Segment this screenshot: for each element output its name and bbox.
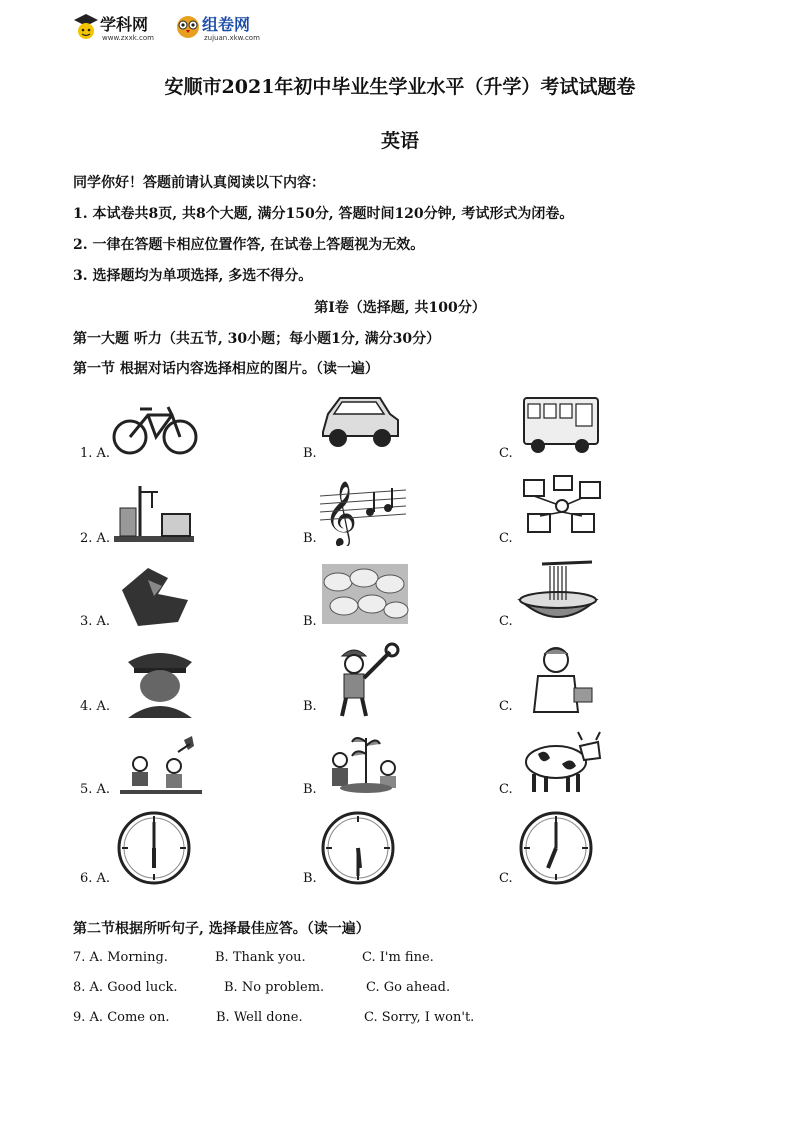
- q8-option-a: 8. A. Good luck.: [73, 980, 178, 995]
- graduate-icon: [72, 10, 100, 42]
- q4-b-label: B.: [303, 699, 317, 714]
- q3-a-label: 3. A.: [80, 614, 111, 629]
- xkw-logo-url: www.zxxk.com: [102, 34, 154, 42]
- dumplings-icon: [320, 562, 410, 626]
- q7-option-a: 7. A. Morning.: [73, 950, 168, 965]
- q5-a-label: 5. A.: [80, 782, 111, 797]
- sub2-header: 第二节根据所听句子, 选择最佳应答。（读一遍）: [73, 921, 370, 937]
- police-officer-icon: [120, 642, 200, 718]
- zjw-logo-name: 组卷网: [202, 15, 251, 34]
- q4-c-label: C.: [499, 699, 513, 714]
- q7-option-b: B. Thank you.: [215, 950, 306, 965]
- kids-playing-icon: [118, 730, 204, 798]
- rule-3: 3. 选择题均为单项选择, 多选不得分。: [73, 268, 313, 284]
- q1-a-label: 1. A.: [80, 446, 111, 461]
- planting-tree-icon: [322, 728, 408, 798]
- xkw-logo-name: 学科网: [100, 15, 149, 34]
- q5-c-label: C.: [499, 782, 513, 797]
- rule-1: 1. 本试卷共8页, 共8个大题, 满分150分, 答题时间120分钟, 考试形式为闭卷。: [73, 206, 574, 222]
- q8-option-b: B. No problem.: [224, 980, 325, 995]
- q7-option-c: C. I'm fine.: [362, 950, 434, 965]
- page-title: 安顺市2021年初中毕业生学业水平（升学）考试试题卷: [164, 76, 636, 98]
- clock-icon: [518, 806, 594, 888]
- clock-icon: [320, 806, 396, 888]
- q8-option-c: C. Go ahead.: [366, 980, 451, 995]
- q9-option-b: B. Well done.: [216, 1010, 303, 1025]
- lab-equipment-icon: [112, 478, 197, 546]
- q3-b-label: B.: [303, 614, 317, 629]
- doctor-icon: [520, 642, 600, 718]
- xkw-logo: [72, 10, 172, 46]
- q5-b-label: B.: [303, 782, 317, 797]
- q4-a-label: 4. A.: [80, 699, 111, 714]
- q1-c-label: C.: [499, 446, 513, 461]
- bicycle-icon: [110, 395, 200, 460]
- q2-b-label: B.: [303, 531, 317, 546]
- zjw-logo-url: zujuan.xkw.com: [204, 34, 260, 42]
- svg-text:𝄞: 𝄞: [324, 481, 358, 546]
- music-notes-icon: [318, 476, 408, 546]
- part1-header: 第I卷（选择题, 共100分）: [314, 300, 486, 316]
- bus-icon: [520, 392, 602, 458]
- subject-title: 英语: [380, 130, 419, 152]
- intro-text: 同学你好！答题前请认真阅读以下内容：: [73, 175, 325, 191]
- car-icon: [318, 390, 403, 455]
- q6-c-label: C.: [499, 871, 513, 886]
- zjw-logo: [174, 10, 274, 46]
- q9-option-c: C. Sorry, I won't.: [364, 1010, 475, 1025]
- noodles-icon: [512, 560, 604, 630]
- sub1-header: 第一节 根据对话内容选择相应的图片。（读一遍）: [73, 361, 379, 377]
- cow-icon: [518, 728, 604, 798]
- section1-header: 第一大题 听力（共五节, 30小题；每小题1分, 满分30分）: [73, 331, 441, 347]
- clock-icon: [116, 806, 192, 888]
- food-icon: [118, 560, 198, 630]
- q2-c-label: C.: [499, 531, 513, 546]
- q1-b-label: B.: [303, 446, 317, 461]
- q6-b-label: B.: [303, 871, 317, 886]
- q9-option-a: 9. A. Come on.: [73, 1010, 170, 1025]
- q3-c-label: C.: [499, 614, 513, 629]
- q6-a-label: 6. A.: [80, 871, 111, 886]
- worker-icon: [322, 642, 402, 718]
- q2-a-label: 2. A.: [80, 531, 111, 546]
- owl-icon: [174, 10, 202, 42]
- rule-2: 2. 一律在答题卡相应位置作答, 在试卷上答题视为无效。: [73, 237, 425, 253]
- computers-icon: [518, 474, 606, 542]
